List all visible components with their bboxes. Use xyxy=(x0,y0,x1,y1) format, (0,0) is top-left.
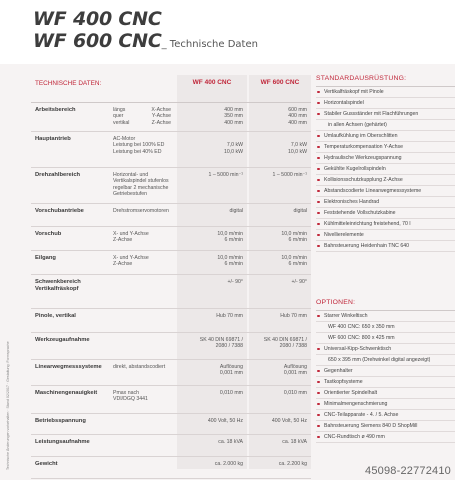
column-header-wf400: WF 400 CNC xyxy=(192,79,232,86)
value-line: 350 mm xyxy=(224,113,243,120)
description-line: Leistung bei 100% ED xyxy=(113,142,165,149)
standard-item-text: Temperaturkompensation Y-Achse xyxy=(324,144,404,150)
standard-item-text: Kollisionsschutzkupplung Z-Achse xyxy=(324,177,403,183)
row-label: Schwenkbereich Vertikalfräskopf xyxy=(35,279,81,293)
description-line: X- und Y-Achse xyxy=(113,255,149,261)
value-line: 400 mm xyxy=(288,113,307,120)
row-label: Linearwegmesssysteme xyxy=(35,364,102,370)
option-item xyxy=(316,322,455,333)
standard-item-text: Elektronisches Handrad xyxy=(324,199,380,205)
value-line: 10,0 m/min xyxy=(217,231,243,237)
standard-item-text: Abstandscodierte Linearwegmesssysteme xyxy=(324,188,422,194)
option-item-text: WF 400 CNC: 650 x 350 mm xyxy=(328,324,395,330)
value-wf600 xyxy=(249,364,307,377)
value-line: ca. 2.000 kg xyxy=(214,461,243,467)
description-line: regelbar 2 mechanische xyxy=(113,184,169,191)
value-line: 400 Volt, 50 Hz xyxy=(271,418,307,424)
option-item-text: Tastkopfsysteme xyxy=(324,379,363,385)
row-description xyxy=(113,231,177,244)
value-wf400 xyxy=(177,461,243,467)
standard-item-text: Nivellierelemente xyxy=(324,232,364,238)
value-line: +/- 90° xyxy=(291,279,307,285)
column-header-wf600: WF 600 CNC xyxy=(260,79,300,86)
option-item xyxy=(316,388,455,399)
table-row xyxy=(31,103,311,132)
table-row xyxy=(31,227,311,251)
value-line: 10,0 kW xyxy=(287,148,307,155)
value-wf400 xyxy=(177,418,243,424)
description-pair xyxy=(113,120,171,126)
standard-equipment-list xyxy=(316,87,455,252)
value-line: Auflösung xyxy=(283,364,307,370)
value-wf400 xyxy=(177,390,243,396)
value-line: ca. 18 kVA xyxy=(218,439,243,445)
value-wf400 xyxy=(177,439,243,445)
value-line: 400 mm xyxy=(224,119,243,126)
description-axis: X-Achse xyxy=(151,107,171,113)
row-label: Werkzeugaufnahme xyxy=(35,337,90,343)
value-line: 6 m/min xyxy=(224,237,243,244)
bullet-icon xyxy=(317,113,320,116)
value-line: 0,001 mm xyxy=(219,370,243,377)
standard-item xyxy=(316,230,455,241)
bullet-icon xyxy=(317,212,320,215)
value-line: Hub 70 mm xyxy=(216,313,243,319)
table-row xyxy=(31,435,311,457)
description-line: Vertikalspindel stufenlos xyxy=(113,178,169,185)
table-row xyxy=(31,457,311,479)
standard-item-text: Stabiler Gussständer mit Flachführungen xyxy=(324,111,419,117)
bullet-icon xyxy=(317,381,320,384)
value-wf600 xyxy=(249,279,307,285)
description-line: Z-Achse xyxy=(113,261,133,268)
value-wf400 xyxy=(177,107,243,126)
standard-item xyxy=(316,98,455,109)
standard-item xyxy=(316,219,455,230)
title-wf400: WF 400 CNC xyxy=(33,8,162,30)
value-wf600 xyxy=(249,255,307,268)
table-row xyxy=(31,333,311,360)
row-description xyxy=(113,364,177,370)
description-line: Z-Achse xyxy=(113,237,133,244)
description-line: VDI/DGQ 3441 xyxy=(113,396,148,403)
description-axis: Z-Achse xyxy=(151,119,171,126)
value-line: 2080 / 7388 xyxy=(279,343,307,350)
value-wf400 xyxy=(177,231,243,244)
bullet-icon xyxy=(317,425,320,428)
value-line: 10,0 m/min xyxy=(281,231,307,237)
description-line: Pmax nach xyxy=(113,390,139,396)
value-line: SK 40 DIN 69871 / xyxy=(263,337,307,343)
value-wf600 xyxy=(249,136,307,155)
row-label: Arbeitsbereich xyxy=(35,107,76,113)
standard-item xyxy=(316,109,455,120)
table-row xyxy=(31,386,311,414)
option-item-text: 650 x 395 mm (Drehwinkel digital angezeigt) xyxy=(328,357,431,363)
bullet-icon xyxy=(317,168,320,171)
bullet-icon xyxy=(317,245,320,248)
row-label: Eilgang xyxy=(35,255,56,261)
value-wf400 xyxy=(177,208,243,214)
value-line: 400 mm xyxy=(288,119,307,126)
row-description xyxy=(113,172,177,198)
value-wf600 xyxy=(249,390,307,396)
value-line: digital xyxy=(229,208,243,214)
value-wf600 xyxy=(249,418,307,424)
standard-item-text: Feststehende Vollschutzkabine xyxy=(324,210,396,216)
standard-item xyxy=(316,208,455,219)
value-wf600 xyxy=(249,208,307,214)
option-item xyxy=(316,344,455,355)
bullet-icon xyxy=(317,392,320,395)
description-line: AC-Motor xyxy=(113,136,136,142)
option-item xyxy=(316,355,455,366)
row-label: Hauptantrieb xyxy=(35,136,71,142)
description-line: Drehstromservomotoren xyxy=(113,208,169,214)
option-item-text: Minimalmengenschmierung xyxy=(324,401,388,407)
table-row xyxy=(31,204,311,227)
row-label: Gewicht xyxy=(35,461,58,467)
value-wf600 xyxy=(249,337,307,350)
standard-item-text: Gekühlte Kugelrollspindeln xyxy=(324,166,386,172)
standard-item-text: Umlaufkühlung im Oberschlitten xyxy=(324,133,398,139)
row-description xyxy=(113,255,177,268)
standard-item xyxy=(316,131,455,142)
value-wf600 xyxy=(249,313,307,319)
value-wf400 xyxy=(177,255,243,268)
table-row xyxy=(31,132,311,168)
value-line: +/- 90° xyxy=(227,279,243,285)
bullet-icon xyxy=(317,370,320,373)
standard-item-text: Vertikalfräskopf mit Pinole xyxy=(324,89,384,95)
standard-equipment-title: STANDARDAUSRÜSTUNG: xyxy=(316,75,455,87)
standard-item xyxy=(316,241,455,252)
description-line: Leistung bei 40% ED xyxy=(113,148,162,155)
value-wf600 xyxy=(249,461,307,467)
standard-item xyxy=(316,197,455,208)
bullet-icon xyxy=(317,102,320,105)
value-line: 1 – 5000 min⁻¹ xyxy=(208,172,243,178)
table-row xyxy=(31,168,311,204)
table-row xyxy=(31,251,311,275)
value-line: 10,0 kW xyxy=(223,148,243,155)
bullet-icon xyxy=(317,403,320,406)
row-description xyxy=(113,136,177,155)
option-item-text: Orientierter Spindelhalt xyxy=(324,390,378,396)
value-line: ca. 18 kVA xyxy=(282,439,307,445)
value-line: 0,001 mm xyxy=(283,370,307,377)
title-wf600-text: WF 600 CNC xyxy=(33,30,162,52)
value-line: 1 – 5000 min⁻¹ xyxy=(272,172,307,178)
bullet-icon xyxy=(317,348,320,351)
bullet-icon xyxy=(317,190,320,193)
description-term: längs xyxy=(113,107,126,113)
option-item-text: Gegenhalter xyxy=(324,368,353,374)
bullet-icon xyxy=(317,91,320,94)
options-list xyxy=(316,311,455,443)
value-line: 2080 / 7388 xyxy=(215,343,243,350)
value-line: 400 mm xyxy=(224,107,243,113)
option-item-text: Starrer Winkeltisch xyxy=(324,313,368,319)
equipment-column xyxy=(316,75,455,443)
value-wf400 xyxy=(177,136,243,155)
option-item xyxy=(316,410,455,421)
standard-item-text: in allen Achsen (gehärtet) xyxy=(328,122,387,128)
description-term: vertikal xyxy=(113,119,130,126)
description-line: direkt, abstandscodiert xyxy=(113,364,166,370)
table-rows xyxy=(31,103,311,479)
option-item xyxy=(316,311,455,322)
row-label: Vorschubantriebe xyxy=(35,208,84,214)
bullet-icon xyxy=(317,414,320,417)
value-line: ca. 2.200 kg xyxy=(278,461,307,467)
table-row xyxy=(31,414,311,435)
row-label: Vorschub xyxy=(35,231,62,237)
value-line: 6 m/min xyxy=(288,237,307,244)
table-header-label: TECHNISCHE DATEN: xyxy=(35,80,102,87)
value-wf600 xyxy=(249,439,307,445)
value-line: 10,0 m/min xyxy=(217,255,243,261)
bullet-icon xyxy=(317,315,320,318)
standard-item xyxy=(316,120,455,131)
table-header xyxy=(31,75,311,103)
value-wf400 xyxy=(177,337,243,350)
row-description xyxy=(113,208,177,214)
option-item xyxy=(316,366,455,377)
value-wf400 xyxy=(177,172,243,178)
bullet-icon xyxy=(317,436,320,439)
watermark: 45098-22772410 xyxy=(365,465,451,477)
table-row xyxy=(31,360,311,386)
option-item-text: WF 600 CNC: 800 x 425 mm xyxy=(328,335,395,341)
row-description xyxy=(113,390,177,403)
row-label: Drehzahlbereich xyxy=(35,172,81,178)
value-line: 0,010 mm xyxy=(219,390,243,396)
standard-item xyxy=(316,175,455,186)
table-row xyxy=(31,275,311,309)
row-label: Maschinengenauigkeit xyxy=(35,390,98,396)
option-item xyxy=(316,377,455,388)
standard-item xyxy=(316,164,455,175)
description-axis: Y-Achse xyxy=(151,113,171,120)
bullet-icon xyxy=(317,223,320,226)
spacer xyxy=(316,252,455,299)
standard-item xyxy=(316,87,455,98)
value-wf400 xyxy=(177,364,243,377)
bullet-icon xyxy=(317,201,320,204)
value-line: SK 40 DIN 69871 / xyxy=(199,337,243,343)
option-item xyxy=(316,333,455,344)
option-item-text: Bahnsteuerung Siemens 840 D ShopMill xyxy=(324,423,418,429)
value-line: 10,0 m/min xyxy=(281,255,307,261)
description-term: quer xyxy=(113,113,124,120)
bullet-icon xyxy=(317,146,320,149)
row-description xyxy=(113,107,177,126)
description-line: X- und Y-Achse xyxy=(113,231,149,237)
value-wf400 xyxy=(177,313,243,319)
value-line: Auflösung xyxy=(219,364,243,370)
option-item xyxy=(316,399,455,410)
standard-item-text: Horizontalspindel xyxy=(324,100,364,106)
option-item-text: CNC-Teilapparate - 4. / 5. Achse xyxy=(324,412,399,418)
standard-item-text: Kühlmitteleinrichtung freistehend, 70 l xyxy=(324,221,411,227)
spec-table xyxy=(31,75,311,479)
value-wf400 xyxy=(177,279,243,285)
value-wf600 xyxy=(249,172,307,178)
value-line: Hub 70 mm xyxy=(280,313,307,319)
value-line: 600 mm xyxy=(288,107,307,113)
side-note: Technische Änderungen vorbehalten · Stand 02/2017 · Gestaltung: Formsprache xyxy=(6,341,10,470)
option-item xyxy=(316,432,455,443)
value-line: 400 Volt, 50 Hz xyxy=(207,418,243,424)
standard-item-text: Bahnsteuerung Heidenhain TNC 640 xyxy=(324,243,409,249)
option-item-text: CNC-Rundtisch ø 490 mm xyxy=(324,434,385,440)
title-suffix: _ Technische Daten xyxy=(161,39,258,50)
bullet-icon xyxy=(317,179,320,182)
bullet-icon xyxy=(317,157,320,160)
row-label: Pinole, vertikal xyxy=(35,313,76,319)
table-row xyxy=(31,309,311,333)
value-line: 7,0 kW xyxy=(290,142,307,149)
page-header xyxy=(0,0,455,64)
value-line: 7,0 kW xyxy=(226,142,243,149)
options-title: OPTIONEN: xyxy=(316,299,455,311)
row-label: Leistungsaufnahme xyxy=(35,439,90,445)
value-line: 6 m/min xyxy=(224,261,243,268)
option-item xyxy=(316,421,455,432)
standard-item xyxy=(316,153,455,164)
value-line: digital xyxy=(293,208,307,214)
description-line: Getriebestufen xyxy=(113,191,148,198)
standard-item xyxy=(316,142,455,153)
bullet-icon xyxy=(317,135,320,138)
value-line: 0,010 mm xyxy=(283,390,307,396)
standard-item-text: Hydraulische Werkzeugspannung xyxy=(324,155,402,161)
value-wf600 xyxy=(249,231,307,244)
option-item-text: Universal-Kipp-Schwenktisch xyxy=(324,346,392,352)
value-line: 6 m/min xyxy=(288,261,307,268)
title-wf600 xyxy=(33,30,258,52)
description-line: Horizontal- und xyxy=(113,172,149,178)
row-label: Betriebsspannung xyxy=(35,418,86,424)
standard-item xyxy=(316,186,455,197)
value-wf600 xyxy=(249,107,307,126)
bullet-icon xyxy=(317,234,320,237)
